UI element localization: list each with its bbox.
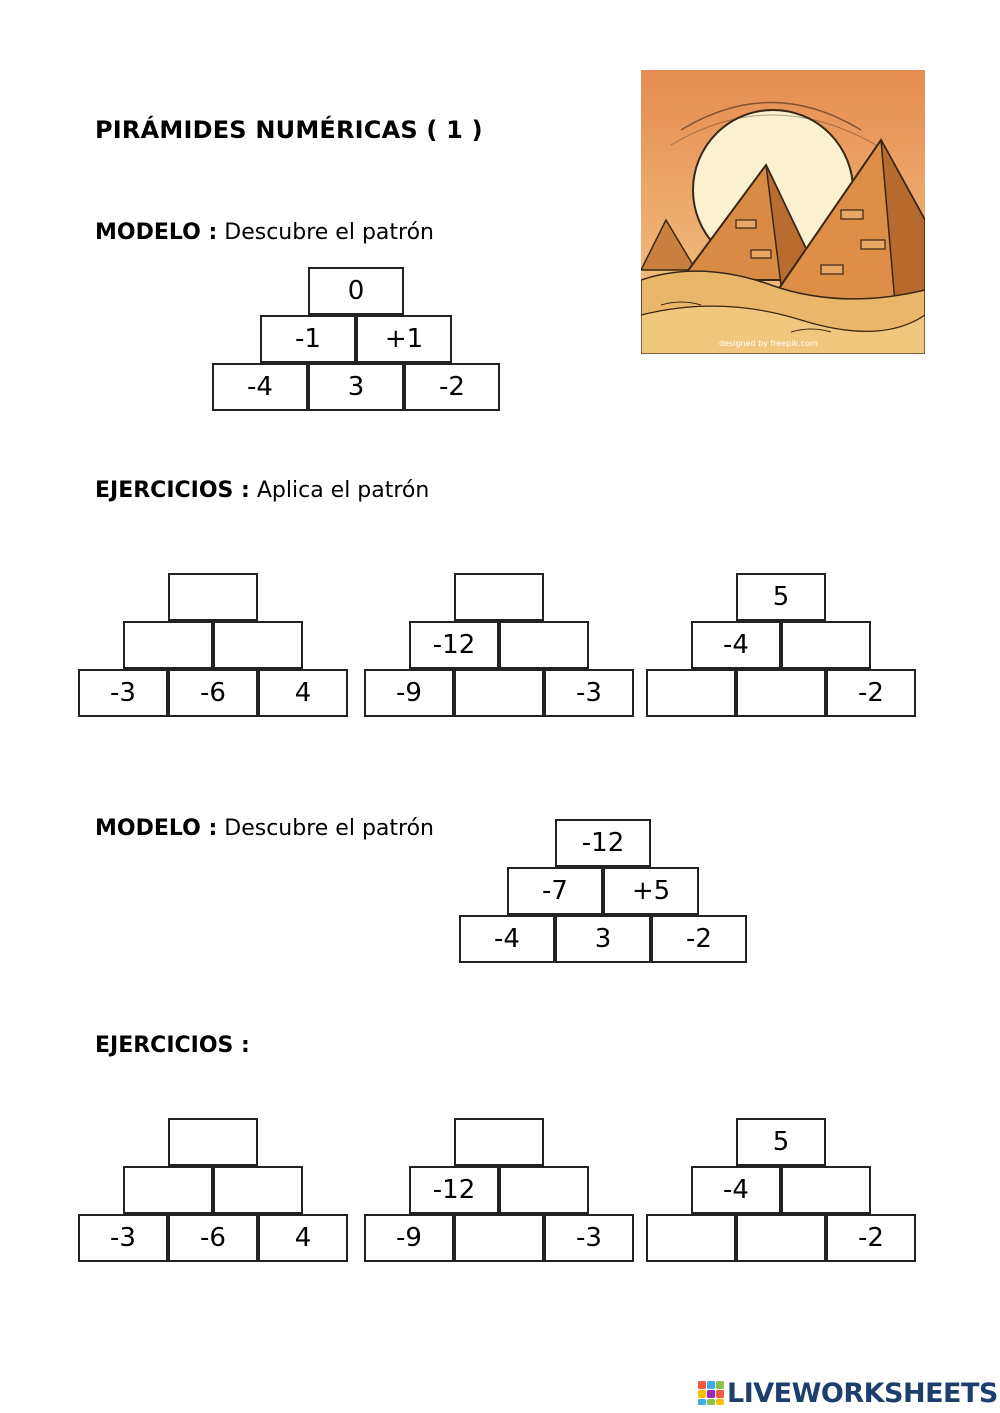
model-pyramid-2-bottom-cell-3: -2	[651, 915, 747, 963]
exercises-heading-2-label: EJERCICIOS :	[95, 1033, 250, 1058]
exercise-pyramid-2a-middle-cell-1[interactable]	[123, 1166, 213, 1214]
exercise-pyramid-1a-bottom-cell-1: -3	[78, 669, 168, 717]
model-pyramid-1-bottom-cell-2: 3	[308, 363, 404, 411]
exercise-pyramid-2b-top-cell-1[interactable]	[454, 1118, 544, 1166]
exercises-heading-1-label: EJERCICIOS :	[95, 478, 250, 503]
exercise-pyramid-2b-bottom-cell-2[interactable]	[454, 1214, 544, 1262]
model-pyramid-1-bottom-cell-1: -4	[212, 363, 308, 411]
exercise-pyramid-1a-top-cell-1[interactable]	[168, 573, 258, 621]
exercises-heading-1	[95, 478, 429, 503]
model-heading-1	[95, 220, 434, 245]
exercise-pyramid-1c-top-cell-1: 5	[736, 573, 826, 621]
model-heading-1-label: MODELO :	[95, 220, 218, 245]
exercise-pyramid-1a	[78, 573, 348, 717]
exercise-pyramid-2a-bottom-cell-2: -6	[168, 1214, 258, 1262]
exercise-pyramid-2b-bottom-cell-3: -3	[544, 1214, 634, 1262]
image-credit: designed by freepik.com	[719, 339, 818, 348]
exercises-heading-1-text: Aplica el patrón	[249, 478, 430, 503]
model-pyramid-2-bottom-cell-2: 3	[555, 915, 651, 963]
liveworksheets-brand[interactable]	[697, 1376, 998, 1410]
exercise-pyramid-1c-bottom-cell-1[interactable]	[646, 669, 736, 717]
exercise-pyramid-2c-bottom-cell-3: -2	[826, 1214, 916, 1262]
model-pyramid-1-middle-cell-2: +1	[356, 315, 452, 363]
exercise-pyramid-2a	[78, 1118, 348, 1262]
model-pyramid-2-top-cell-1: -12	[555, 819, 651, 867]
exercises-heading-2	[95, 1033, 250, 1058]
exercise-pyramid-1c-middle-cell-2[interactable]	[781, 621, 871, 669]
model-heading-2-label: MODELO :	[95, 816, 218, 841]
pyramids-illustration	[641, 70, 925, 354]
exercise-pyramid-1b	[364, 573, 634, 717]
exercise-pyramid-1c	[646, 573, 916, 717]
pyramids-illustration-svg	[641, 70, 925, 354]
exercise-pyramid-1c-bottom-cell-3: -2	[826, 669, 916, 717]
exercise-pyramid-1a-bottom-cell-3: 4	[258, 669, 348, 717]
model-pyramid-2-bottom-cell-1: -4	[459, 915, 555, 963]
exercise-pyramid-1a-middle-cell-1[interactable]	[123, 621, 213, 669]
exercise-pyramid-1b-bottom-cell-3: -3	[544, 669, 634, 717]
exercise-pyramid-1b-middle-cell-1: -12	[409, 621, 499, 669]
liveworksheets-logo-icon	[697, 1379, 725, 1407]
exercise-pyramid-2a-middle-cell-2[interactable]	[213, 1166, 303, 1214]
exercise-pyramid-2b-middle-cell-2[interactable]	[499, 1166, 589, 1214]
exercise-pyramid-2c-middle-cell-1: -4	[691, 1166, 781, 1214]
exercise-pyramid-2b	[364, 1118, 634, 1262]
exercise-pyramid-2c	[646, 1118, 916, 1262]
exercise-pyramid-2c-bottom-cell-1[interactable]	[646, 1214, 736, 1262]
model-pyramid-1-bottom-cell-3: -2	[404, 363, 500, 411]
model-heading-2	[95, 816, 434, 841]
exercise-pyramid-2c-bottom-cell-2[interactable]	[736, 1214, 826, 1262]
exercise-pyramid-1b-bottom-cell-2[interactable]	[454, 669, 544, 717]
exercise-pyramid-1c-middle-cell-1: -4	[691, 621, 781, 669]
exercise-pyramid-1b-top-cell-1[interactable]	[454, 573, 544, 621]
model-pyramid-2-middle-cell-2: +5	[603, 867, 699, 915]
exercise-pyramid-2b-middle-cell-1: -12	[409, 1166, 499, 1214]
model-heading-1-text: Descubre el patrón	[217, 220, 434, 245]
exercise-pyramid-1c-bottom-cell-2[interactable]	[736, 669, 826, 717]
exercise-pyramid-2c-middle-cell-2[interactable]	[781, 1166, 871, 1214]
model-pyramid-2-middle-cell-1: -7	[507, 867, 603, 915]
exercise-pyramid-2a-bottom-cell-1: -3	[78, 1214, 168, 1262]
worksheet-title: PIRÁMIDES NUMÉRICAS ( 1 )	[95, 116, 483, 144]
model-pyramid-1	[212, 267, 500, 411]
model-heading-2-text: Descubre el patrón	[217, 816, 434, 841]
exercise-pyramid-2b-bottom-cell-1: -9	[364, 1214, 454, 1262]
exercise-pyramid-1a-middle-cell-2[interactable]	[213, 621, 303, 669]
exercise-pyramid-2c-top-cell-1: 5	[736, 1118, 826, 1166]
exercise-pyramid-1a-bottom-cell-2: -6	[168, 669, 258, 717]
exercise-pyramid-2a-bottom-cell-3: 4	[258, 1214, 348, 1262]
model-pyramid-2	[459, 819, 747, 963]
exercise-pyramid-1b-middle-cell-2[interactable]	[499, 621, 589, 669]
liveworksheets-wordmark: LIVEWORKSHEETS	[727, 1377, 998, 1409]
model-pyramid-1-middle-cell-1: -1	[260, 315, 356, 363]
exercise-pyramid-1b-bottom-cell-1: -9	[364, 669, 454, 717]
exercise-pyramid-2a-top-cell-1[interactable]	[168, 1118, 258, 1166]
model-pyramid-1-top-cell-1: 0	[308, 267, 404, 315]
